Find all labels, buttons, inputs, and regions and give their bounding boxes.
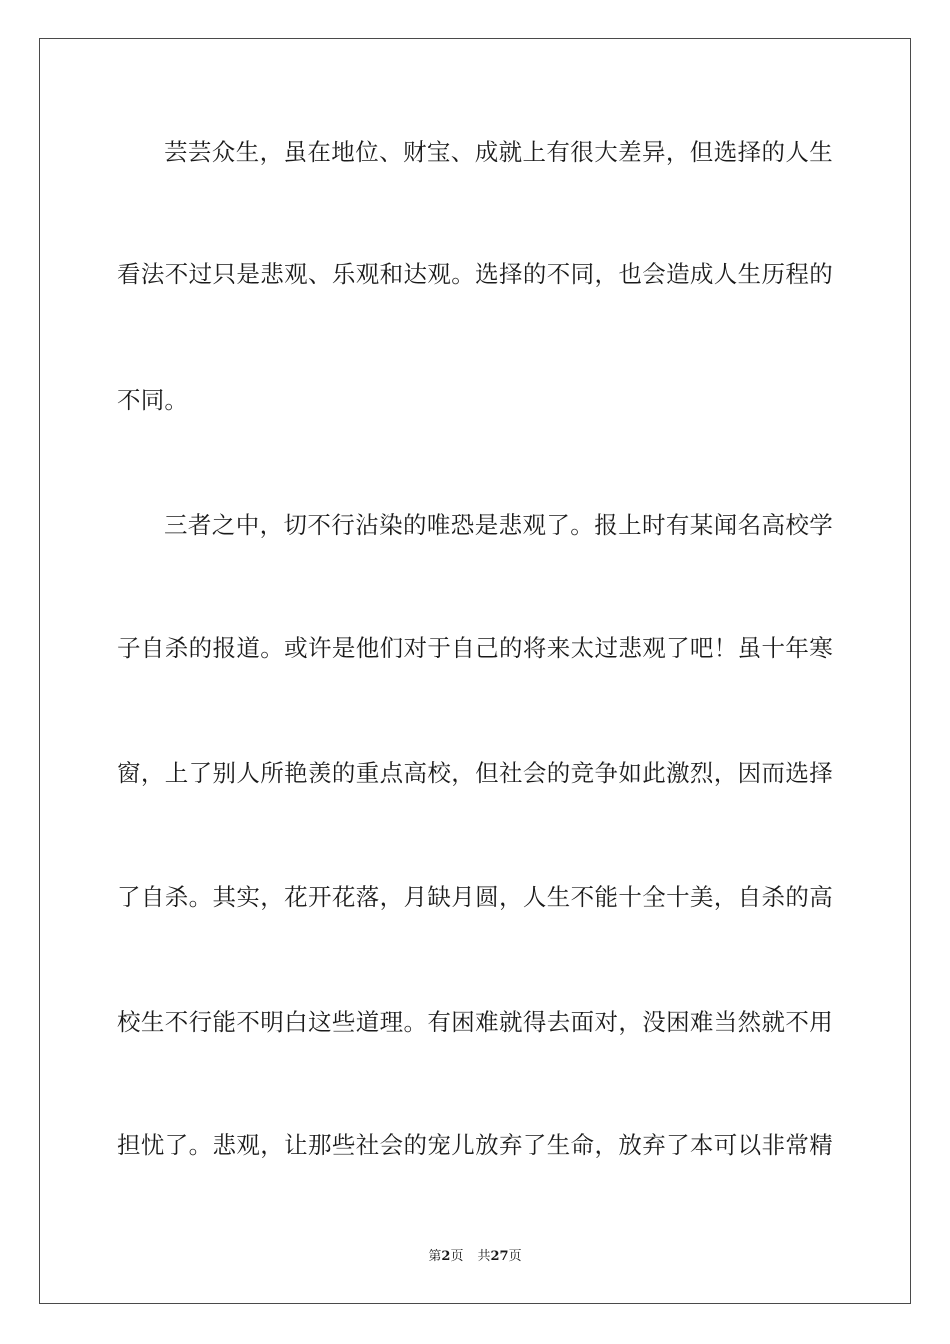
page-suffix: 页 (450, 1249, 464, 1264)
paragraph-2-line-3: 窗，上了别人所艳羡的重点高校，但社会的竞争如此激烈，因而选择 (117, 759, 833, 787)
paragraph-2-line-4: 了自杀。其实，花开花落，月缺月圆，人生不能十全十美，自杀的高 (117, 883, 833, 911)
page-border (39, 38, 911, 1304)
paragraph-2-line-6: 担忧了。悲观，让那些社会的宠儿放弃了生命，放弃了本可以非常精 (117, 1131, 833, 1159)
paragraph-1-line-2: 看法不过只是悲观、乐观和达观。选择的不同，也会造成人生历程的 (117, 260, 833, 288)
paragraph-1-line-3: 不同。 (117, 386, 189, 414)
page-number: 2 (441, 1249, 451, 1264)
total-pages: 27 (490, 1249, 509, 1264)
paragraph-2-line-2: 子自杀的报道。或许是他们对于自己的将来太过悲观了吧！虽十年寒 (117, 634, 833, 662)
total-suffix: 页 (508, 1249, 522, 1264)
paragraph-2-line-5: 校生不行能不明白这些道理。有困难就得去面对，没困难当然就不用 (117, 1008, 833, 1036)
total-prefix: 共 (477, 1249, 491, 1264)
page-prefix: 第 (428, 1249, 442, 1264)
page-footer (0, 1247, 950, 1267)
paragraph-2-line-1: 三者之中，切不行沾染的唯恐是悲观了。报上时有某闻名高校学 (164, 511, 833, 539)
paragraph-1-line-1: 芸芸众生，虽在地位、财宝、成就上有很大差异，但选择的人生 (164, 138, 833, 166)
